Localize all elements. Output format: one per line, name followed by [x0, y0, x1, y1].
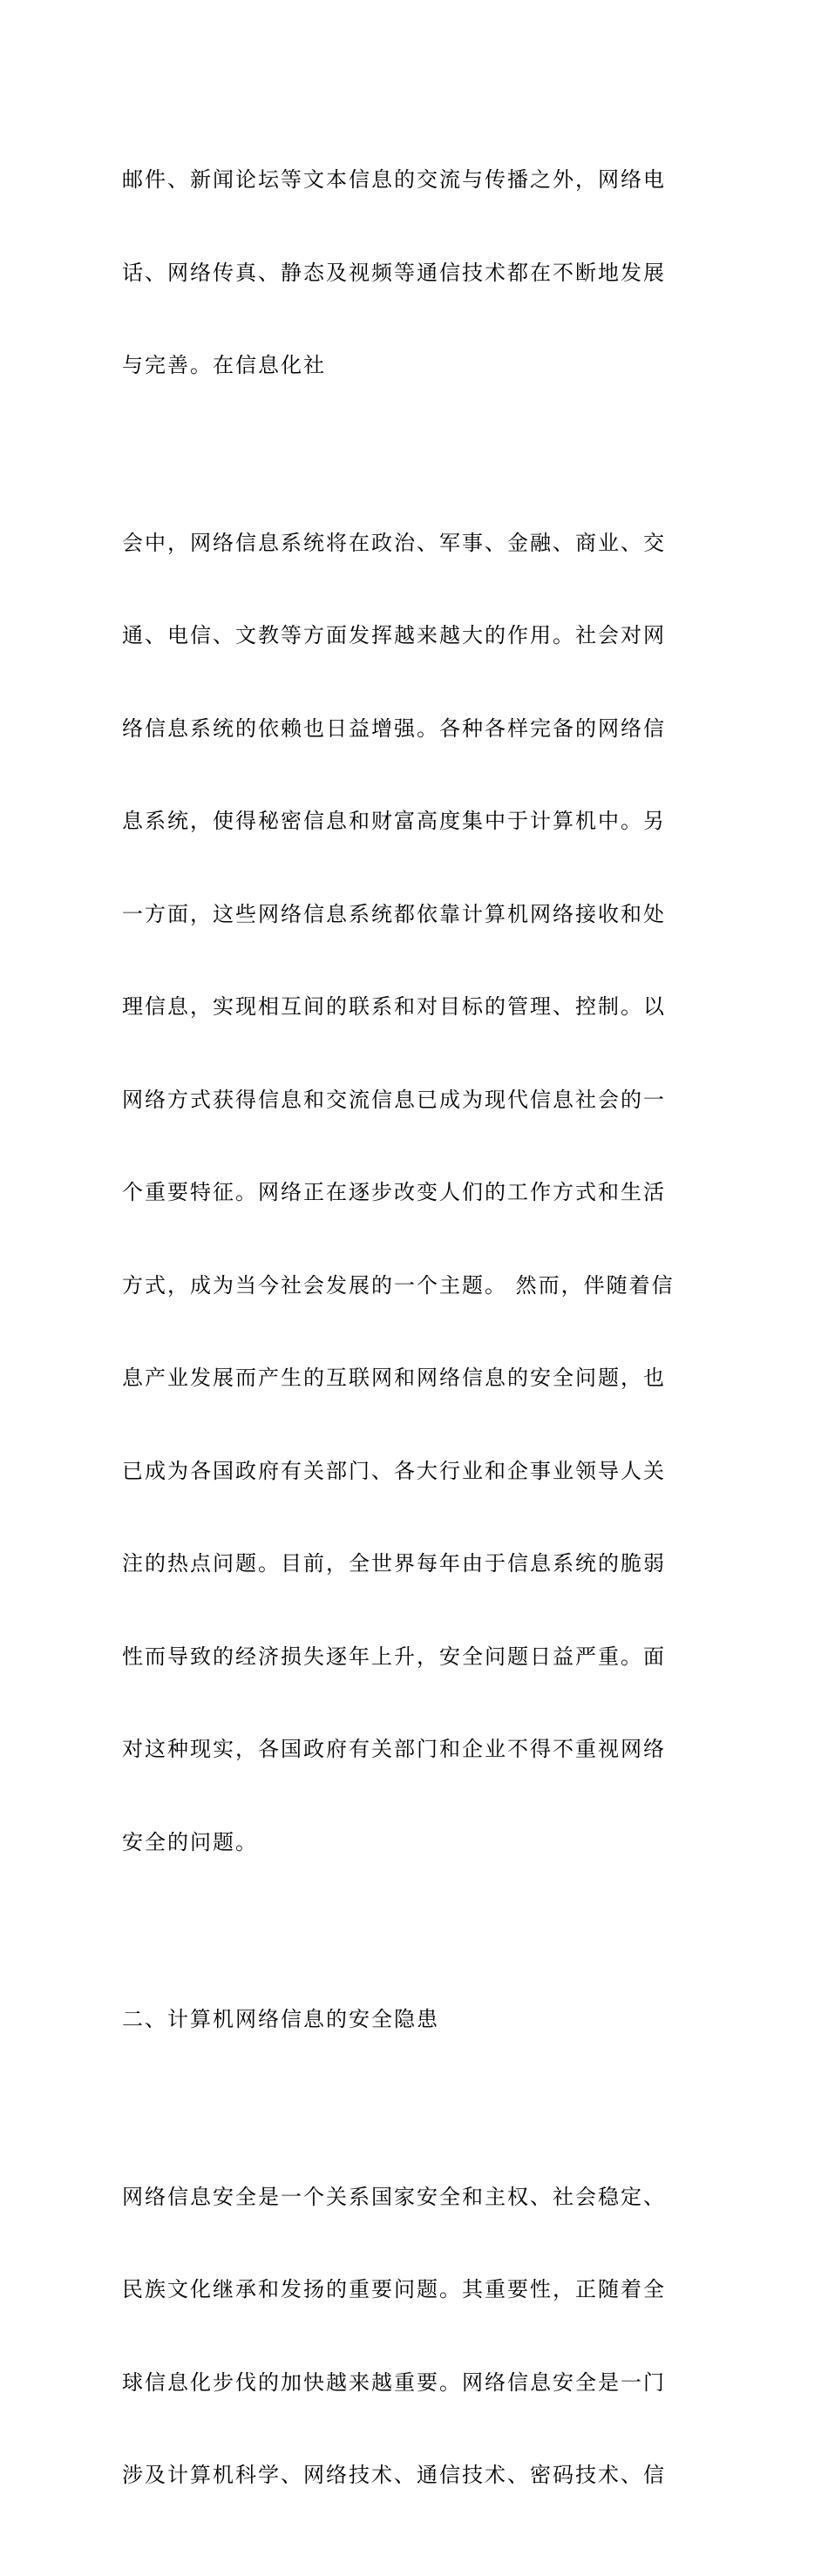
paragraph-1 [122, 103, 706, 444]
text-line: 网络方式获得信息和交流信息已成为现代信息社会的一 [122, 1087, 666, 1112]
paragraph-3 [122, 2120, 706, 2553]
heading-text: 二、计算机网络信息的安全隐患 [122, 2007, 439, 2031]
text-line: 络信息系统的依赖也日益增强。各种各样完备的网络信 [122, 715, 666, 741]
text-line: 方式，成为当今社会发展的一个主题。 然而，伴随着信 [122, 1272, 675, 1298]
text-line: 息产业发展而产生的互联网和网络信息的安全问题，也 [122, 1366, 666, 1390]
text-line: 一方面，这些网络信息系统都依靠计算机网络接收和处 [122, 901, 666, 926]
text-line: 涉及计算机科学、网络技术、通信技术、密码技术、信 [122, 2463, 666, 2487]
text-line: 注的热点问题。目前，全世界每年由于信息系统的脆弱 [122, 1551, 666, 1576]
text-line: 对这种现实，各国政府有关部门和企业不得不重视网络 [122, 1737, 666, 1761]
text-line: 理信息，实现相互间的联系和对目标的管理、控制。以 [122, 994, 666, 1019]
text-line: 性而导致的经济损失逐年上升，安全问题日益严重。面 [122, 1644, 666, 1669]
text-line: 个重要特征。网络正在逐步改变人们的工作方式和生活 [122, 1180, 666, 1204]
text-line: 球信息化步伐的加快越来越重要。网络信息安全是一门 [122, 2369, 666, 2395]
document-body [122, 103, 706, 2576]
text-line: 与完善。在信息化社 [122, 353, 326, 377]
text-line: 已成为各国政府有关部门、各大行业和企事业领导人关 [122, 1458, 666, 1483]
text-line: 网络信息安全是一个关系国家安全和主权、社会稳定、 [122, 2184, 666, 2209]
text-line: 话、网络传真、静态及视频等通信技术都在不断地发展 [122, 260, 666, 285]
text-line: 安全的问题。 [122, 1829, 258, 1854]
paragraph-2 [122, 466, 706, 1921]
text-line: 通、电信、文教等方面发挥越来越大的作用。社会对网 [122, 623, 666, 647]
text-line: 会中，网络信息系统将在政治、军事、金融、商业、交 [122, 530, 666, 555]
text-line: 息系统，使得秘密信息和财富高度集中于计算机中。另 [122, 809, 666, 833]
text-line: 民族文化继承和发扬的重要问题。其重要性，正随着全 [122, 2277, 666, 2301]
text-line: 邮件、新闻论坛等文本信息的交流与传播之外，网络电 [122, 167, 666, 192]
section-heading [122, 1942, 706, 2098]
